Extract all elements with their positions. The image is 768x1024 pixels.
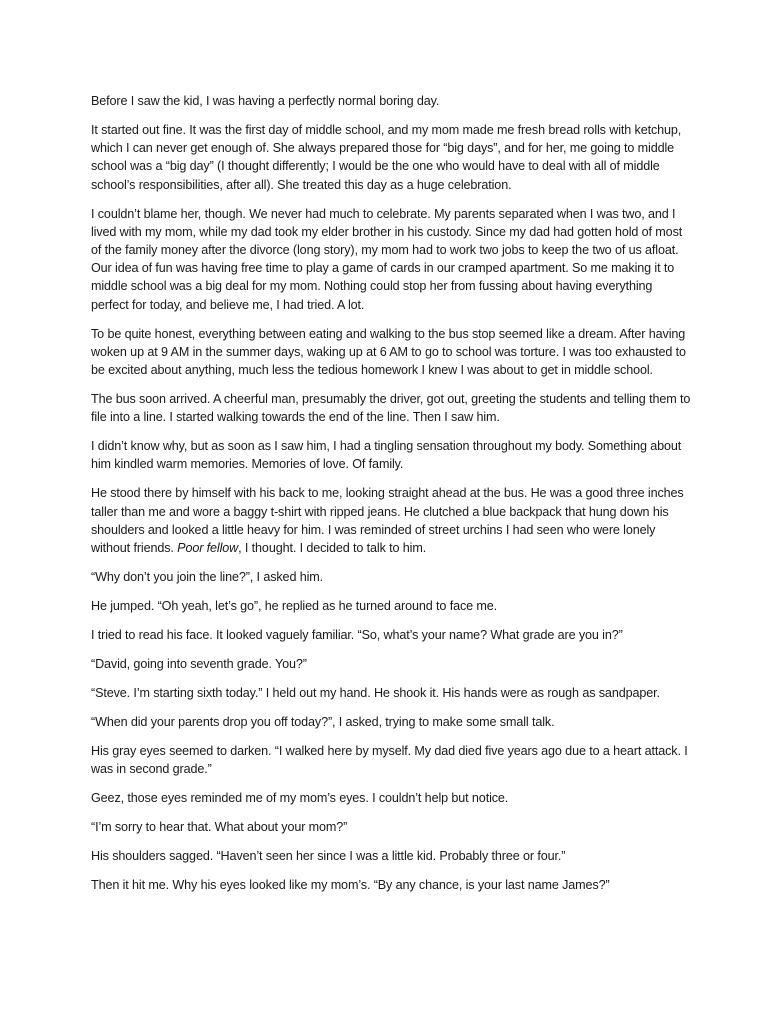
paragraph: His shoulders sagged. “Haven’t seen her since I was a little kid. Probably three or four.” (91, 849, 566, 864)
paragraph: It started out fine. It was the first day of middle school, and my mom made me fresh bread rolls with ketchup, which I can never get enough of. She always prepared those for “big days”, and for her, me going to middle school was a “big day” (I thought differently; I would be the one who would have to deal with all of middle school’s responsibilities, after all). She treated this day as a huge celebration. (91, 123, 682, 192)
paragraph: “Steve. I’m starting sixth today.” I held out my hand. He shook it. His hands were as rough as sandpaper. (91, 686, 660, 701)
paragraph: “I’m sorry to hear that. What about your mom?” (91, 820, 348, 835)
paragraph: I couldn’t blame her, though. We never had much to celebrate. My parents separated when I was two, and I lived with my mom, while my dad took my elder brother in his custody. Since my dad had gotten hold of most of the family money after the divorce (long story), my mom had to work two jobs to keep the two of us afloat. Our idea of fun was having free time to play a game of cards in our cramped apartment. So me making it to middle school was a big deal for my mom. Nothing could stop her from fussing about having everything perfect for today, and believe me, I had tried. A lot. (91, 206, 683, 312)
paragraph (91, 484, 691, 557)
paragraph-text-continued: , I thought. I decided to talk to him. (238, 541, 427, 556)
paragraph: The bus soon arrived. A cheerful man, presumably the driver, got out, greeting the students and telling them to file into a line. I started walking towards the end of the line. Then I saw him. (91, 392, 691, 425)
paragraph: I tried to read his face. It looked vaguely familiar. “So, what’s your name? What grade are you in?” (91, 628, 623, 643)
paragraph: To be quite honest, everything between eating and walking to the bus stop seemed like a dream. After having woken up at 9 AM in the summer days, waking up at 6 AM to go to school was torture. I was too exhausted to be excited about anything, much less the tedious homework I knew I was about to get in middle school. (91, 326, 686, 378)
paragraph: “When did your parents drop you off today?”, I asked, trying to make some small talk. (91, 715, 555, 730)
paragraph: Then it hit me. Why his eyes looked like my mom’s. “By any chance, is your last name James?” (91, 878, 610, 893)
paragraph: He jumped. “Oh yeah, let’s go”, he replied as he turned around to face me. (91, 599, 498, 614)
paragraph: “David, going into seventh grade. You?” (91, 657, 307, 672)
paragraph-text: He stood there by himself with his back to me, looking straight ahead at the bus. He was a good three inches taller than me and wore a baggy t-shirt with ripped jeans. He clutched a blue backpack that hung down his shoulders and looked a little heavy for him. I was reminded of street urchins I had seen who were lonely without friends. (91, 486, 684, 556)
paragraph: “Why don’t you join the line?”, I asked him. (91, 570, 324, 585)
paragraph: I didn’t know why, but as soon as I saw him, I had a tingling sensation throughout my body. Something about him kindled warm memories. Memories of love. Of family. (91, 439, 682, 472)
italic-phrase: Poor fellow (177, 541, 239, 556)
document-body (91, 92, 691, 905)
paragraph: Geez, those eyes reminded me of my mom’s eyes. I couldn’t help but notice. (91, 791, 509, 806)
paragraph: His gray eyes seemed to darken. “I walked here by myself. My dad died five years ago due to a heart attack. I was in second grade.” (91, 744, 688, 777)
paragraph: Before I saw the kid, I was having a perfectly normal boring day. (91, 94, 440, 108)
